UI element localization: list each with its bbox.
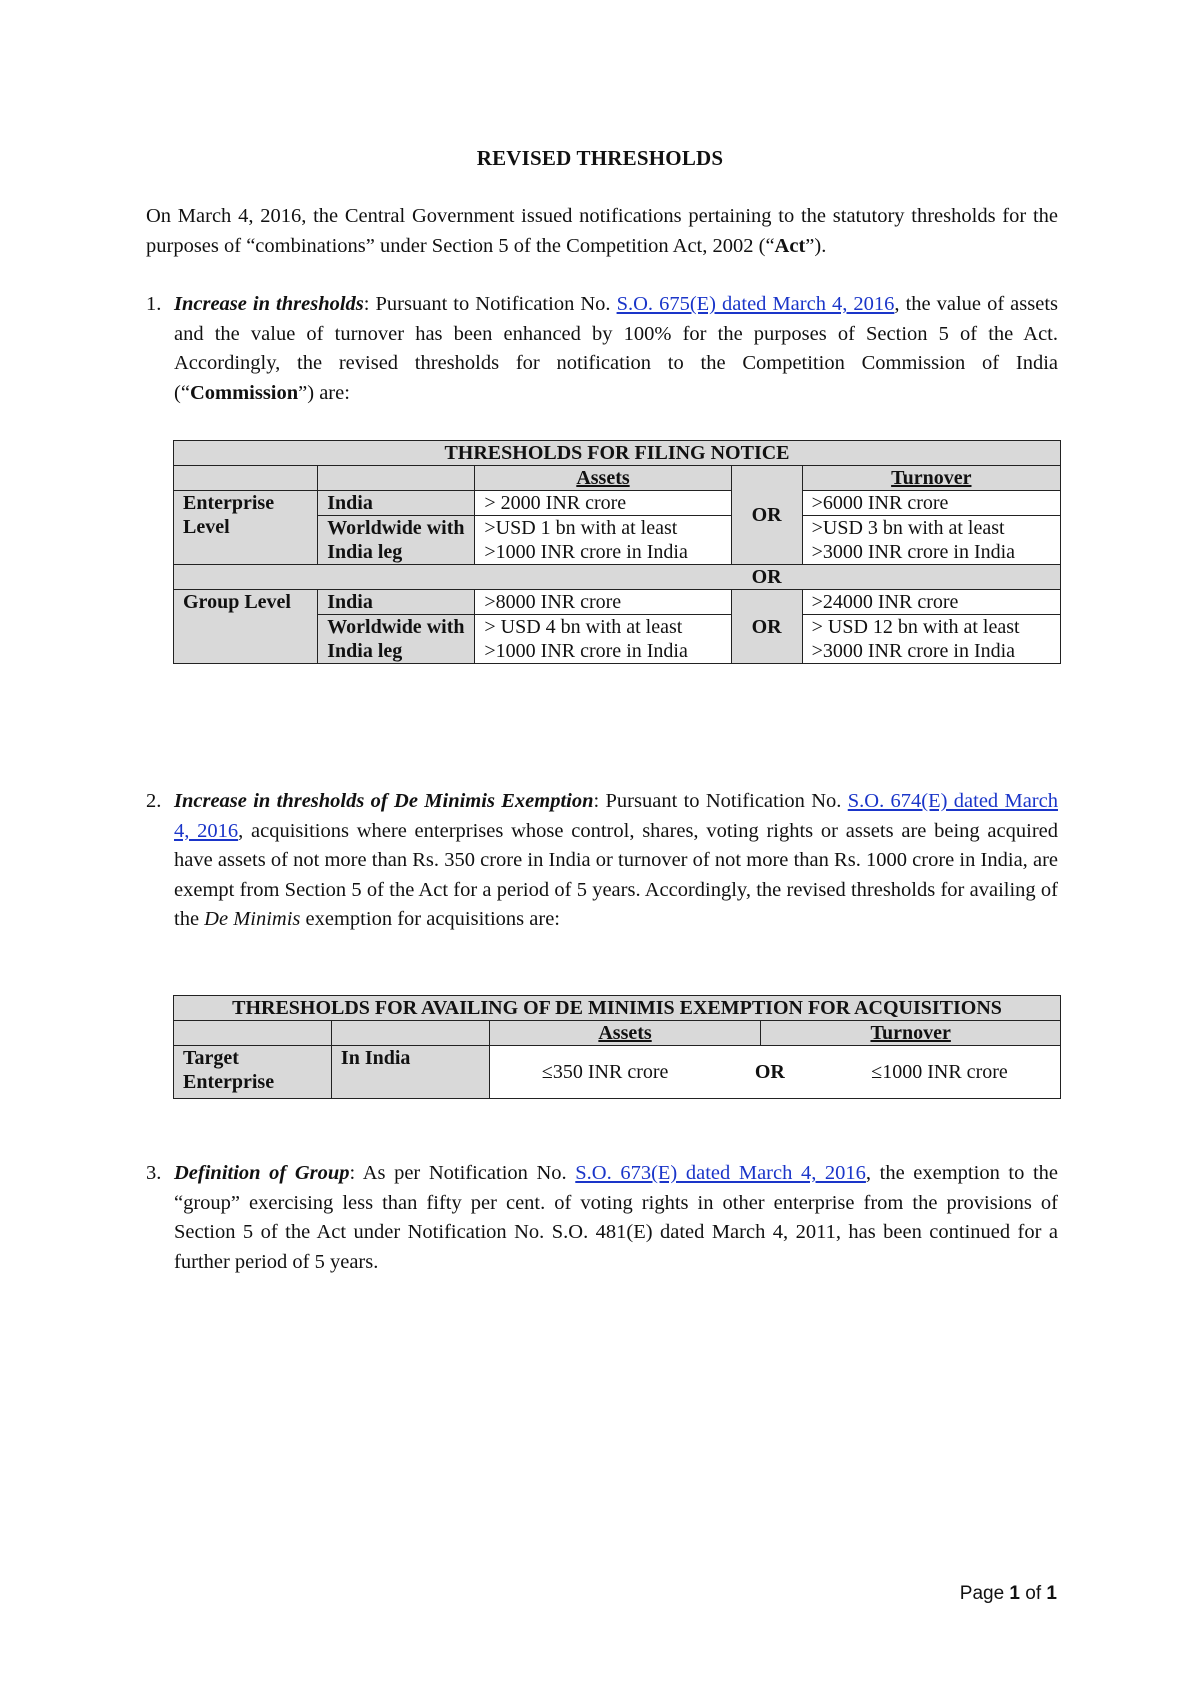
item-text: , the exemption to the “group” exercising less than fifty per cent. of voting rights in other enterprise from the provisions of Section 5 of the Act under Notification No. S.O. 481(E) dated March 4, 2011, has been continued for a further period of 5 years.	[174, 1162, 1059, 1273]
column-header-assets	[475, 466, 731, 491]
item-text: , the value of assets and the value of turnover has been enhanced by 100% for the purposes of Section 5 of the Act. Accordingly, the revised thresholds for notification to the Competition Commission of India (“	[174, 293, 1059, 404]
table-cell	[174, 1021, 332, 1046]
item-text-end: ”) are:	[298, 381, 350, 404]
column-header-turnover	[802, 466, 1060, 491]
item-heading: Increase in thresholds	[174, 293, 364, 315]
india-label: India	[318, 491, 475, 516]
table-cell	[318, 466, 475, 491]
table-cell: > USD 4 bn with at least >1000 INR crore in India	[475, 615, 731, 664]
item-text: : Pursuant to Notification No.	[363, 293, 617, 315]
or-cell: OR	[731, 466, 802, 565]
notification-link[interactable]: S.O. 675(E) dated March 4, 2016	[616, 293, 895, 315]
notification-link[interactable]: S.O. 674(E) dated March 4, 2016	[174, 790, 1058, 842]
target-enterprise-label: Target Enterprise	[174, 1046, 332, 1099]
item-text: , acquisitions where enterprises whose control, shares, voting rights or assets are being acquired have assets of not more than Rs. 350 crore in India or turnover of not more than Rs. 1000 crore in India, are exempt from Section 5 of the Act for a period of 5 years. Accordingly, the revised thresholds for availing of the	[174, 819, 1058, 930]
india-label: India	[318, 590, 475, 615]
table-cell	[174, 565, 732, 590]
intro-defined-term: Act	[774, 234, 806, 257]
de-minimis-table	[173, 995, 1061, 1099]
page-title: REVISED THRESHOLDS	[476, 146, 724, 170]
table-cell	[174, 466, 318, 491]
notification-link[interactable]: S.O. 673(E) dated March 4, 2016	[575, 1162, 866, 1184]
item-text: : Pursuant to Notification No.	[593, 790, 848, 812]
of-label: of	[1025, 1583, 1042, 1604]
list-item-2	[146, 787, 1058, 935]
or-separator: OR	[731, 565, 802, 590]
item-defined-term: Commission	[189, 381, 299, 404]
table-cell: > 2000 INR crore	[475, 491, 731, 516]
table-title: THRESHOLDS FOR FILING NOTICE	[174, 441, 1061, 466]
turnover-header-text: Turnover	[870, 1022, 951, 1044]
list-item-3	[146, 1159, 1059, 1277]
turnover-value: ≤1000 INR crore	[871, 1061, 1008, 1083]
item-text: : As per Notification No.	[349, 1162, 576, 1184]
intro-text: On March 4, 2016, the Central Government issued notifications pertaining to the statutory thresholds for the purposes of “combinations” under Section 5 of the Competition Act, 2002 (“	[146, 205, 1058, 257]
assets-value: ≤350 INR crore	[541, 1061, 669, 1083]
intro-text-end: ”).	[805, 234, 827, 257]
de-minimis-values	[489, 1046, 1060, 1099]
turnover-header-text: Turnover	[891, 467, 972, 489]
table-cell: >24000 INR crore	[802, 590, 1060, 615]
column-header-assets	[489, 1021, 761, 1046]
worldwide-label: Worldwide with India leg	[318, 615, 475, 664]
column-header-turnover	[761, 1021, 1061, 1046]
page-label: Page	[959, 1583, 1005, 1604]
table-cell: > USD 12 bn with at least >3000 INR crore in India	[802, 615, 1060, 664]
table-cell: >USD 3 bn with at least >3000 INR crore in India	[802, 516, 1060, 565]
table-cell: >6000 INR crore	[802, 491, 1060, 516]
group-level-label: Group Level	[174, 590, 318, 664]
list-number: 2.	[146, 790, 162, 812]
table-cell	[331, 1021, 489, 1046]
in-india-label: In India	[331, 1046, 489, 1099]
table-cell: >8000 INR crore	[475, 590, 731, 615]
total-pages: 1	[1046, 1583, 1057, 1604]
assets-header-text: Assets	[598, 1022, 652, 1044]
item-heading: Definition of Group	[174, 1162, 350, 1184]
filing-thresholds-table	[173, 440, 1061, 664]
list-item-1	[146, 290, 1059, 408]
page-number	[960, 1583, 1057, 1605]
item-italic-term: De Minimis	[204, 908, 301, 930]
or-label: OR	[754, 1061, 785, 1083]
table-title: THRESHOLDS FOR AVAILING OF DE MINIMIS EXEMPTION FOR ACQUISITIONS	[174, 996, 1061, 1021]
item-heading: Increase in thresholds of De Minimis Exemption	[174, 790, 594, 812]
item-text-end: exemption for acquisitions are:	[300, 908, 560, 930]
assets-header-text: Assets	[576, 467, 630, 489]
or-cell: OR	[731, 590, 802, 664]
intro-paragraph	[146, 202, 1058, 261]
table-cell	[802, 565, 1060, 590]
list-number: 1.	[146, 293, 162, 315]
worldwide-label: Worldwide with India leg	[318, 516, 475, 565]
list-number: 3.	[146, 1162, 162, 1184]
table-cell: >USD 1 bn with at least >1000 INR crore in India	[475, 516, 731, 565]
enterprise-level-label: Enterprise Level	[174, 491, 318, 565]
current-page: 1	[1009, 1583, 1020, 1604]
